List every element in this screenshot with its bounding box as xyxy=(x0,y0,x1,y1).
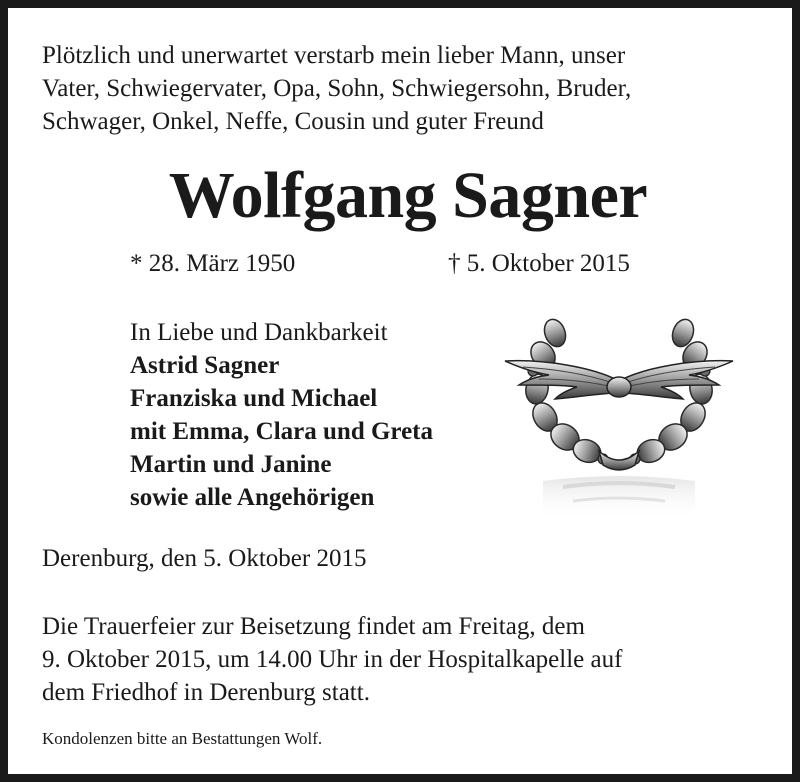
mourner-name: sowie alle Angehörigen xyxy=(130,484,375,511)
deceased-name: Wolfgang Sagner xyxy=(168,159,648,232)
death-date: † 5. Oktober 2015 xyxy=(448,250,630,277)
birth-date: * 28. März 1950 xyxy=(130,250,296,277)
mourners-intro: In Liebe und Dankbarkeit xyxy=(130,319,388,346)
luftwaffe-wings-wreath-emblem-icon xyxy=(503,311,735,523)
funeral-service-info xyxy=(42,610,774,709)
intro-line: Vater, Schwiegervater, Opa, Sohn, Schwiegersohn, Bruder, xyxy=(42,75,632,102)
intro-line: Plötzlich und unerwartet verstarb mein lieber Mann, unser xyxy=(42,42,626,69)
mourner-name: Martin und Janine xyxy=(130,451,332,478)
place-and-date: Derenburg, den 5. Oktober 2015 xyxy=(42,545,367,572)
mourner-name: Franziska und Michael xyxy=(130,385,378,412)
mourner-name: Astrid Sagner xyxy=(130,352,280,379)
service-line: dem Friedhof in Derenburg statt. xyxy=(42,679,370,706)
mourner-name: mit Emma, Clara und Greta xyxy=(130,418,433,445)
intro-text xyxy=(42,39,774,138)
intro-line: Schwager, Onkel, Neffe, Cousin und guter Freund xyxy=(42,108,544,135)
condolences-note: Kondolenzen bitte an Bestattungen Wolf. xyxy=(42,729,323,748)
mourners-block xyxy=(130,316,530,514)
service-line: 9. Oktober 2015, um 14.00 Uhr in der Hospitalkapelle auf xyxy=(42,646,623,673)
service-line: Die Trauerfeier zur Beisetzung findet am Freitag, dem xyxy=(42,613,585,640)
